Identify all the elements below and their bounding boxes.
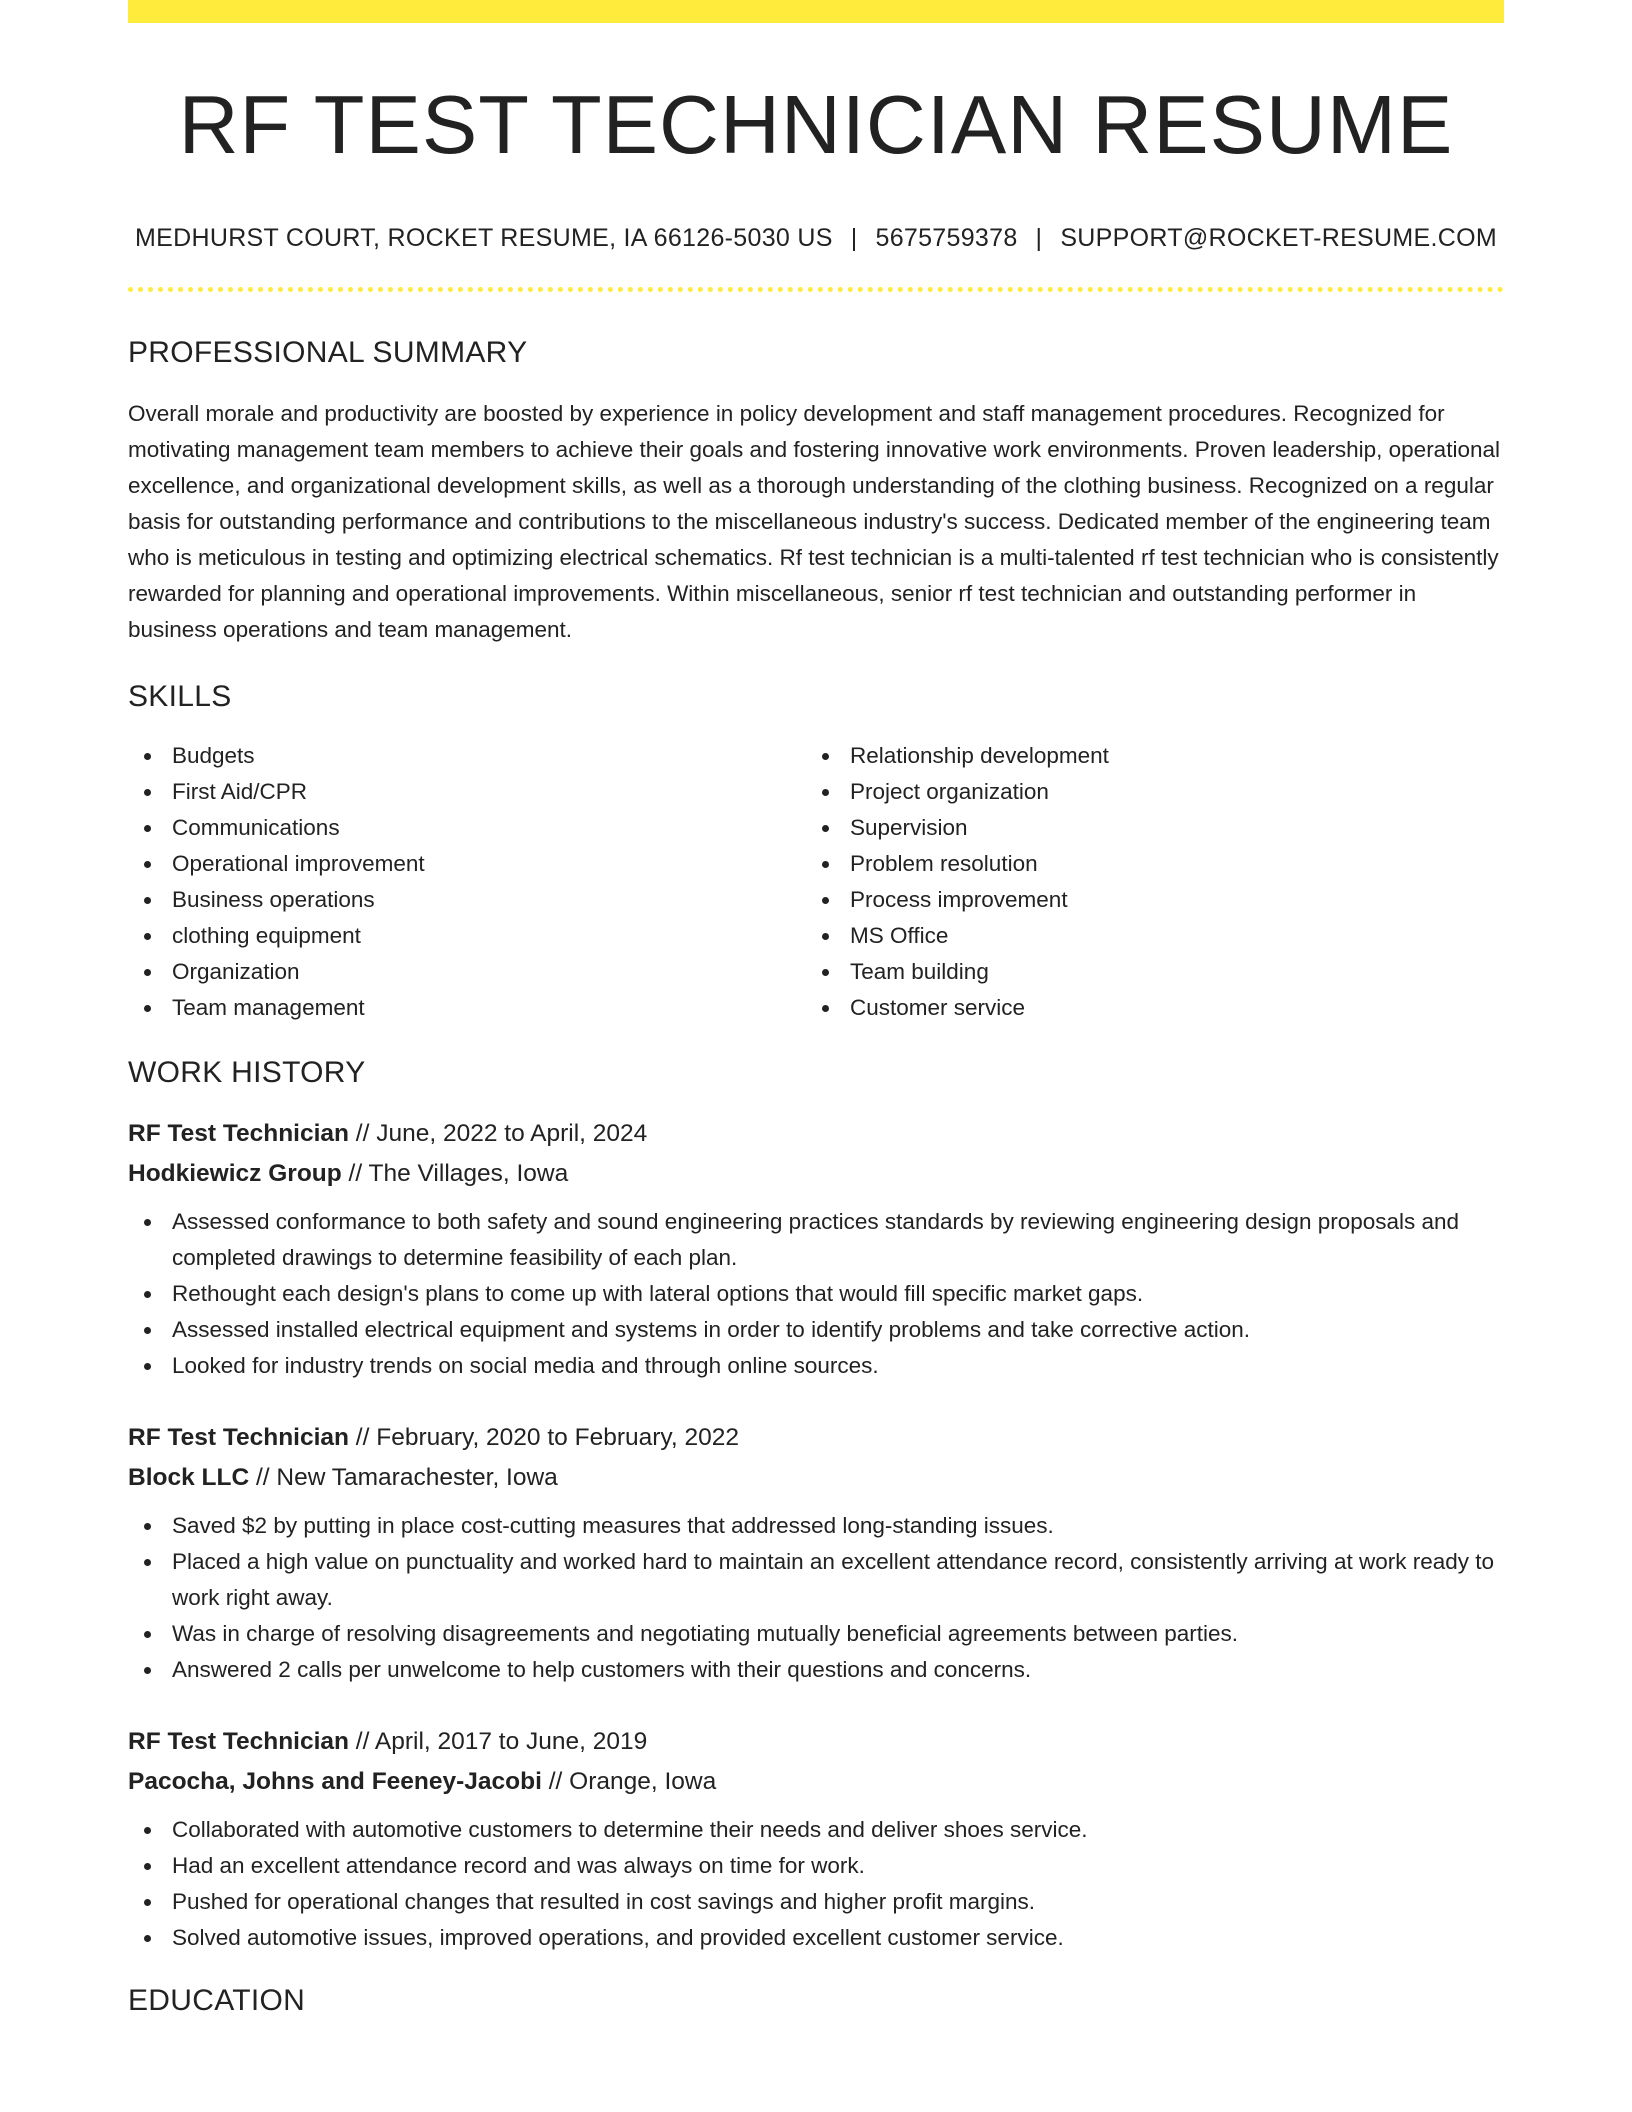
job-bullets [128,1204,1504,1384]
job-bullet: Answered 2 calls per unwelcome to help customers with their questions and concerns. [128,1652,1504,1688]
work-history-heading: WORK HISTORY [128,1056,366,1089]
skill-item: Business operations [128,882,806,918]
job-dates: // February, 2020 to February, 2022 [349,1424,739,1451]
job-bullets [128,1812,1504,1956]
job-bullet: Solved automotive issues, improved operations, and provided excellent customer service. [128,1920,1504,1956]
top-accent-bar [128,0,1504,23]
skill-item: Supervision [806,810,1484,846]
job-entry [128,1114,1504,1384]
job-bullet: Pushed for operational changes that resulted in cost savings and higher profit margins. [128,1884,1504,1920]
contact-line [128,226,1504,251]
job-location: // The Villages, Iowa [341,1160,569,1187]
job-bullet: Rethought each design's plans to come up with lateral options that would fill specific market gaps. [128,1276,1504,1312]
job-role: RF Test Technician [128,1120,349,1147]
job-company: Block LLC [128,1464,250,1491]
contact-separator: | [850,224,858,252]
job-bullet: Collaborated with automotive customers to determine their needs and deliver shoes service. [128,1812,1504,1848]
skill-item: Process improvement [806,882,1484,918]
dotted-divider [128,287,1504,292]
job-entry [128,1418,1504,1688]
job-bullet: Assessed installed electrical equipment and systems in order to identify problems and take corrective action. [128,1312,1504,1348]
resume-page [128,0,1504,2016]
summary-heading: PROFESSIONAL SUMMARY [128,336,528,369]
skills-list [128,738,1504,1026]
resume-title: RF TEST TECHNICIAN RESUME [178,78,1454,171]
skill-item: Team management [128,990,806,1026]
skill-item: First Aid/CPR [128,774,806,810]
contact-address: MEDHURST COURT, ROCKET RESUME, IA 66126-5030 US [135,224,833,252]
skill-item: Customer service [806,990,1484,1026]
job-company-line [128,1458,1504,1498]
job-location: // New Tamarachester, Iowa [249,1464,558,1491]
job-bullet: Looked for industry trends on social media and through online sources. [128,1348,1504,1384]
contact-email[interactable]: SUPPORT@ROCKET-RESUME.COM [1060,224,1497,252]
job-dates: // June, 2022 to April, 2024 [349,1120,648,1147]
skill-item: Communications [128,810,806,846]
summary-text: Overall morale and productivity are boosted by experience in policy development and staff management procedures. Recognized for motivating management team members to achieve their goals and fostering innovative work environments. Proven leadership, operational excellence, and organizational development skills, as well as a thorough understanding of the clothing business. Recognized on a regular basis for outstanding performance and contributions to the miscellaneous industry's success. Dedicated member of the engineering team who is meticulous in testing and optimizing electrical schematics. Rf test technician is a multi-talented rf test technician who is consistently rewarded for planning and operational improvements. Within miscellaneous, senior rf test technician and outstanding performer in business operations and team management. [128,401,1500,642]
job-dates: // April, 2017 to June, 2019 [349,1728,648,1755]
education-heading: EDUCATION [128,1984,306,2017]
contact-phone[interactable]: 5675759378 [875,224,1018,252]
job-role-line [128,1418,1504,1458]
job-role: RF Test Technician [128,1424,349,1451]
skill-item: MS Office [806,918,1484,954]
job-bullet: Had an excellent attendance record and was always on time for work. [128,1848,1504,1884]
job-bullet: Was in charge of resolving disagreements and negotiating mutually beneficial agreements between parties. [128,1616,1504,1652]
contact-separator: | [1035,224,1043,252]
job-company-line [128,1154,1504,1194]
job-bullet: Assessed conformance to both safety and sound engineering practices standards by reviewing engineering design proposals and completed drawings to determine feasibility of each plan. [128,1204,1504,1276]
job-company: Hodkiewicz Group [128,1160,342,1187]
job-bullet: Saved $2 by putting in place cost-cutting measures that addressed long-standing issues. [128,1508,1504,1544]
skill-item: Relationship development [806,738,1484,774]
job-company-line [128,1762,1504,1802]
skill-item: Operational improvement [128,846,806,882]
skills-column-right [806,738,1484,1026]
skill-item: clothing equipment [128,918,806,954]
job-role: RF Test Technician [128,1728,349,1755]
job-role-line [128,1722,1504,1762]
skill-item: Problem resolution [806,846,1484,882]
job-location: // Orange, Iowa [541,1768,717,1795]
job-bullet: Placed a high value on punctuality and worked hard to maintain an excellent attendance record, consistently arriving at work ready to work right away. [128,1544,1504,1616]
skill-item: Team building [806,954,1484,990]
skill-item: Project organization [806,774,1484,810]
job-company: Pacocha, Johns and Feeney-Jacobi [128,1768,542,1795]
skill-item: Organization [128,954,806,990]
job-role-line [128,1114,1504,1154]
skill-item: Budgets [128,738,806,774]
job-bullets [128,1508,1504,1688]
skills-heading: SKILLS [128,680,232,713]
job-entry [128,1722,1504,1956]
skills-column-left [128,738,806,1026]
